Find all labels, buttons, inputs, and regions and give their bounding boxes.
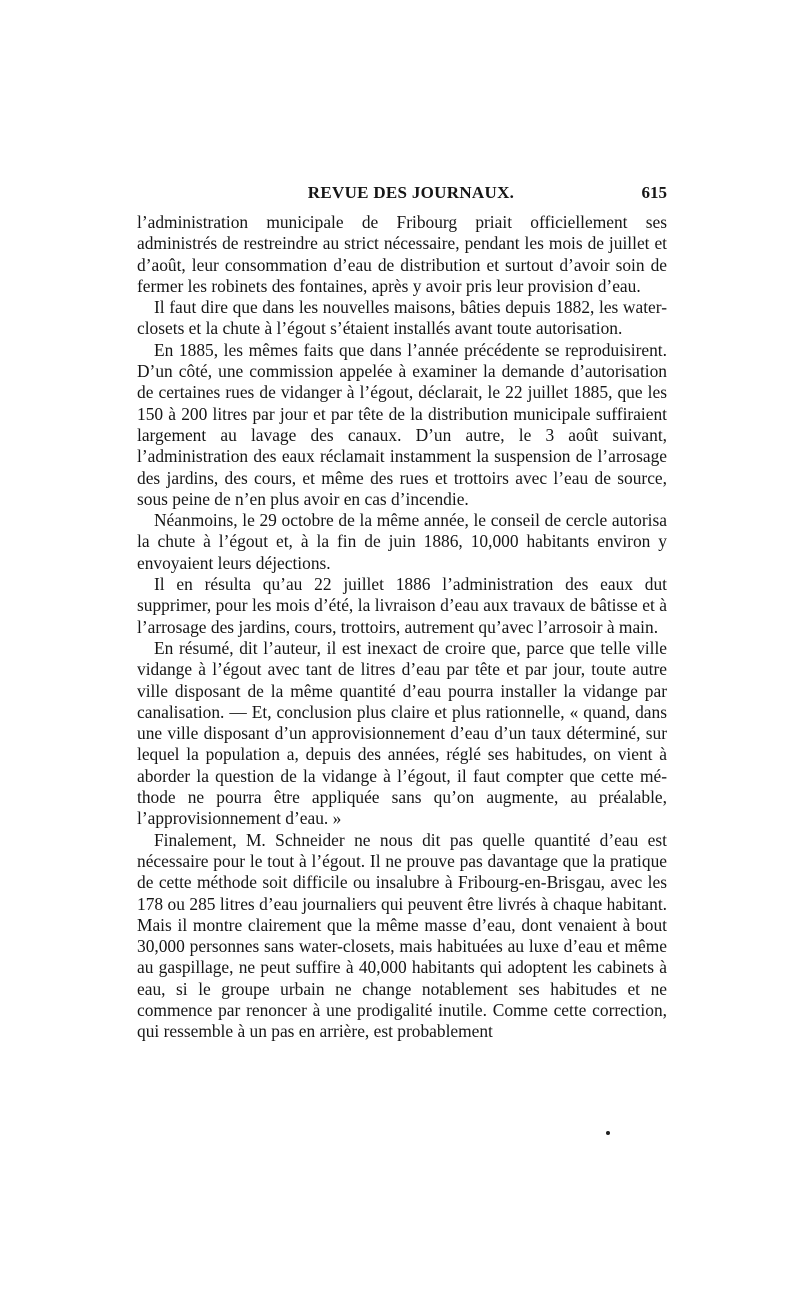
body-text — [137, 212, 667, 1043]
paragraph-7: Finalement, M. Schneider ne nous dit pas quelle quantité d’eau est nécessaire pour le tout à l’égout. Il ne prouve pas davantage que la pratique de cette méthode soit difficile ou insalubre à Fribourg-en-Brisgau, avec les 178 ou 285 litres d’eau journaliers qui peuvent être livrés à chaque habitant. Mais il montre clairement que la même masse d’eau, dont venaient à bout 30,000 personnes sans water-closets, mais habituées au luxe d’eau et même au gaspillage, ne peut suffire à 40,000 habitants qui adoptent les cabinets à eau, si le groupe urbain ne change notablement ses habitudes et ne commence par renoncer à une prodigalité inutile. Comme cette correction, qui ressemble à un pas en arrière, est probablement — [137, 829, 667, 1042]
paragraph-1: l’administration municipale de Fribourg priait officiellement ses administrés de restreindre au strict nécessaire, pendant les mois de juillet et d’août, leur consommation d’eau de distribution et surtout d’avoir soin de fermer les robinets des fontaines, après y avoir pris leur provision d’eau. — [137, 212, 667, 296]
paragraph-4: Néanmoins, le 29 octobre de la même année, le conseil de cercle autorisa la chute à l’égout et, à la fin de juin 1886, 10,000 habitants environ y envoyaient leurs déjections. — [137, 510, 667, 573]
paragraph-3: En 1885, les mêmes faits que dans l’année précédente se reproduisirent. D’un côté, une commission appelée à examiner la demande d’autorisation de certaines rues de vidanger à l’égout, déclarait, le 22 juillet 1885, que les 150 à 200 litres par jour et par tête de la distribution municipale suffiraient largement au lavage des canaux. D’un autre, le 3 août suivant, l’administration des eaux réclamait instamment la suspension de l’arrosage des jardins, des cours, et même des rues et trottoirs avec l’eau de source, sous peine de n’en plus avoir en cas d’incendie. — [137, 339, 667, 509]
running-title: REVUE DES JOURNAUX. — [307, 183, 515, 202]
paragraph-5: Il en résulta qu’au 22 juillet 1886 l’administration des eaux dut supprimer, pour les mois d’été, la livraison d’eau aux travaux de bâtisse et à l’arrosage des jardins, cours, trottoirs, autrement qu’avec l’arrosoir à main. — [137, 574, 667, 637]
page-number: 615 — [641, 183, 667, 202]
paragraph-2: Il faut dire que dans les nouvelles maisons, bâties depuis 1882, les water-closets et la chute à l’égout s’étaient installés avant toute autorisation. — [137, 297, 667, 339]
page-header — [137, 183, 667, 207]
ink-dot-mark — [606, 1131, 610, 1135]
paragraph-6: En résumé, dit l’auteur, il est inexact de croire que, parce que telle ville vidange à l’égout avec tant de litres d’eau par tête et par jour, toute autre ville disposant de la même quantité d’eau pourra installer la vidange par canalisation. — Et, conclusion plus claire et plus rationnelle, « quand, dans une ville disposant d’un approvisionnement d’eau d’un taux déterminé, sur lequel la population a, depuis des années, réglé ses habitudes, on vient à aborder la question de la vidange à l’égout, il faut compter que cette méthode ne pourra être appliquée sans qu’on augmente, au préalable, l’approvisionnement d’eau. » — [137, 637, 667, 829]
